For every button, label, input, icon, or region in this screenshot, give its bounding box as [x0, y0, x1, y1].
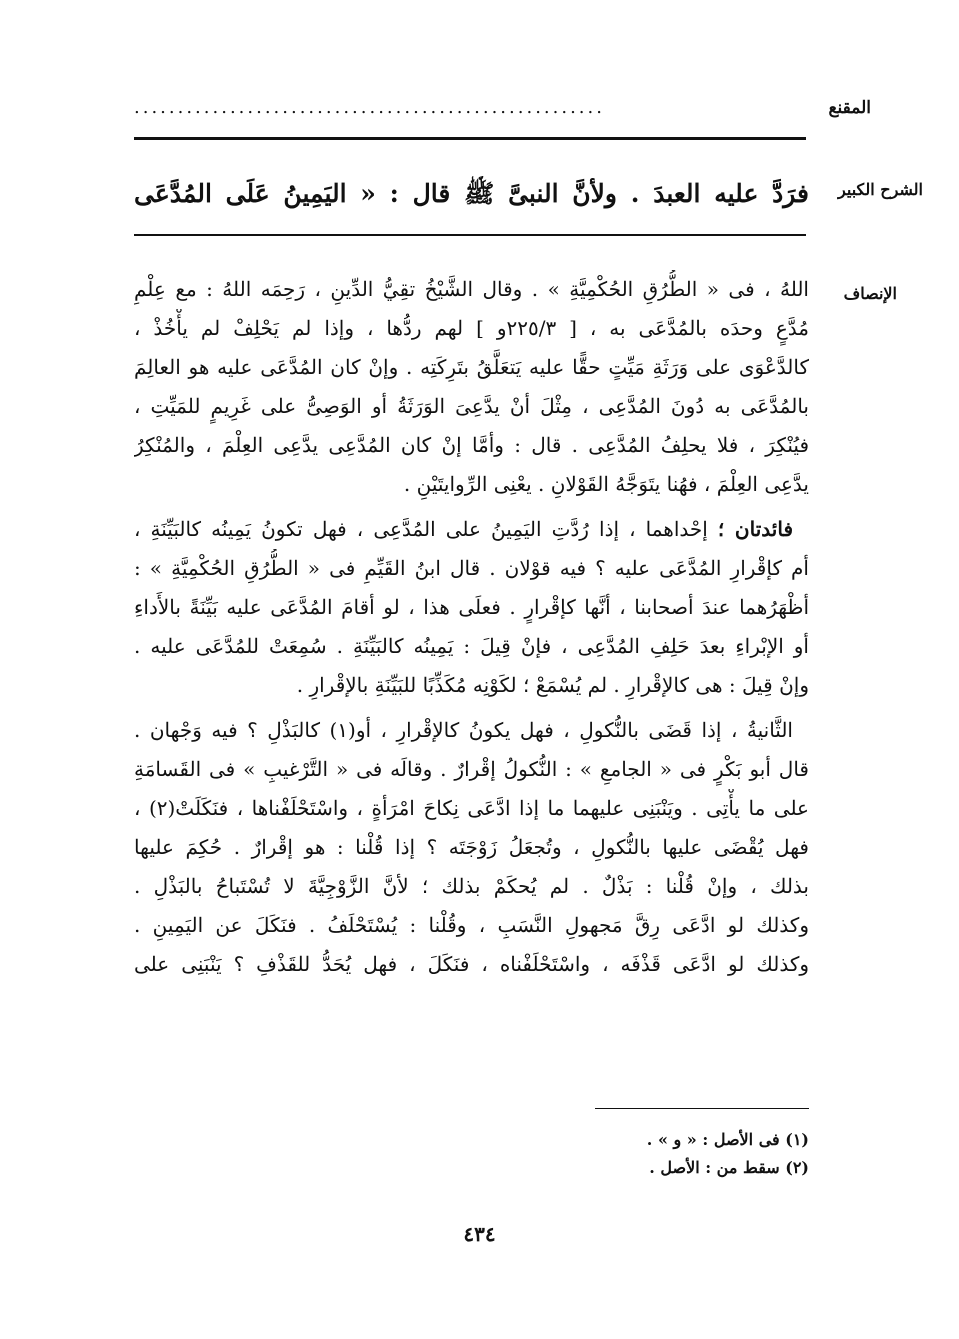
footnotes: [647, 1126, 809, 1182]
text-line-content: إحْداهما ، إذا رُدَّتِ اليَمِينُ على المُدَّعِى ، فهل تكونُ يَمِينُه كالبَيِّنَةِ ،: [134, 517, 708, 541]
text-line: كالدَّعْوَى على وَرَثَةِ مَيِّتٍ حقًّا عليه يَتعَلَّقُ بتَرِكَتِه . وإنْ كان المُدَّعَى عليه هو العالِمَ: [134, 355, 809, 379]
text-line: وإنْ قِيلَ : هى كالإقْرارِ . لم يُسْمَعْ ؛ لكَوْنِه مُكَذِّبًا للبَيِّنَةِ بالإقْرارِ .: [296, 673, 809, 697]
text-line: فيُنْكِرَ ، فلا يحلِفُ المُدَّعِى . قال : وأمَّا إنْ كان المُدَّعِى يدَّعِى العِلْمَ ، والمُنْكِرُ: [134, 433, 809, 457]
text-line: أم كإقْرارِ المُدَّعَى عليه ؟ فيه قوْلان . قال ابنُ القَيِّمِ فى « الطُّرُقِ الحُكْمِيَّةِ » :: [134, 556, 809, 580]
text-line: [134, 510, 809, 549]
insaf-paragraph-3: [134, 711, 809, 984]
insaf-body: [134, 270, 809, 990]
text-line: بذلك ، وإنْ قُلْنا : بَذْلٌ . لم يُحكَمْ بذلك ؛ لأنَّ الزَّوْجِيَّةَ لا تُسْتَباحُ بالبَذْلِ .: [134, 874, 809, 898]
sharh-label: الشرح الكبير: [838, 180, 923, 199]
text-line: وكذلك لو ادَّعَى قَذْفَه ، واسْتَحْلَفْناه ، فنَكَلَ ، فهل يُحَدُّ للقَذْفِ ؟ يَنْبَنِى على: [134, 952, 809, 976]
footnote-1: (١) فى الأصل : « و » .: [646, 1130, 809, 1149]
text-line: يدَّعِى العِلْمَ ، فهُنا يتَوَجَّهُ القَوْلانِ . يعْنِى الرِّوايتَيْنِ .: [403, 472, 809, 496]
text-line: الثَّانيةُ ، إذا قَضَى بالنُّكولِ ، فهل يكونُ كالإقْرارِ ، أو(١) كالبَذْلِ ؟ فيه وَجْهان .: [134, 718, 793, 742]
text-line: على ما يأْتِى . ويَنْبَنِى عليهما ما إذا ادَّعَى نِكاحَ امْرَأةٍ ، واسْتَحْلَفْناها ، فنَكَلَتْ(٢) ،: [134, 796, 809, 820]
text-line: مُدَّعٍ وحدَه بالمُدَّعَى به ، [ ٢٢٥/٣و ] لهم ردُّها ، وإذا لم يَحْلِفْ لم يأْخُذْ ،: [134, 316, 809, 340]
header-divider: [134, 137, 806, 140]
text-line: اللهُ ، فى « الطُّرُقِ الحُكْمِيَّةِ » . وقال الشَّيْخُ تقِيُّ الدِّينِ ، رَحِمَه اللهُ : مع عِلْمِ: [134, 277, 809, 301]
paragraph-lead: فائدتان ؛: [717, 517, 794, 541]
muqni-dotted-line: ......................................................: [134, 98, 605, 118]
sharh-text: فرَدَّ عليه العبدَ . ولأنَّ النبىَّ ﷺ قال : « اليَمِينُ عَلَى المُدَّعَى: [134, 179, 809, 208]
page-number: ٤٣٤: [463, 1222, 496, 1246]
insaf-paragraph-2: [134, 510, 809, 705]
insaf-paragraph-1: [134, 270, 809, 504]
text-line: وكذلك لو ادَّعَى رِقَّ مَجهولِ النَّسَبِ ، وقُلْنا : يُسْتَحْلَفُ . فنَكَلَ عن اليَمِينِ .: [134, 913, 809, 937]
text-line: قال أبو بَكْرٍ فى « الجامعِ » : النُّكولُ إقْرارٌ . وقالَه فى « التَّرْغيبِ » فى القَسامَةِ: [134, 757, 809, 781]
insaf-label: الإنصاف: [843, 284, 897, 303]
footnote-2: (٢) سقط من : الأصل .: [649, 1158, 809, 1177]
text-line: بالمُدَّعَى به دُونَ المُدَّعِى ، مِثْلَ أنْ يدَّعِىَ الوَرَثَةُ أو الوَصِىُّ على غَرِيمٍ للمَيِّتِ ،: [134, 394, 809, 418]
muqni-label: المقنع: [828, 98, 871, 118]
text-line: فهل يُقْضَى عليها بالنُّكولِ ، وتُجعَلُ زَوْجَتَه ؟ إذا قُلْنا : هو إقْرارٌ . حُكِمَ عليها: [134, 835, 809, 859]
footnote-divider: [595, 1108, 809, 1109]
text-line: أو الإبْراءِ بعدَ حَلِفِ المُدَّعِى ، فإنْ قِيلَ : يَمِينُه كالبَيِّنَةِ . سُمِعَتْ للمُدَّعَى عليه .: [134, 634, 809, 658]
text-line: أظْهَرُهما عندَ أصحابنا ، أنَّها كإقْرارٍ . فعلَى هذا ، لو أقامَ المُدَّعَى عليه بَيِّنَةً بالأَداءِ: [134, 595, 809, 619]
sharh-divider: [134, 234, 806, 236]
